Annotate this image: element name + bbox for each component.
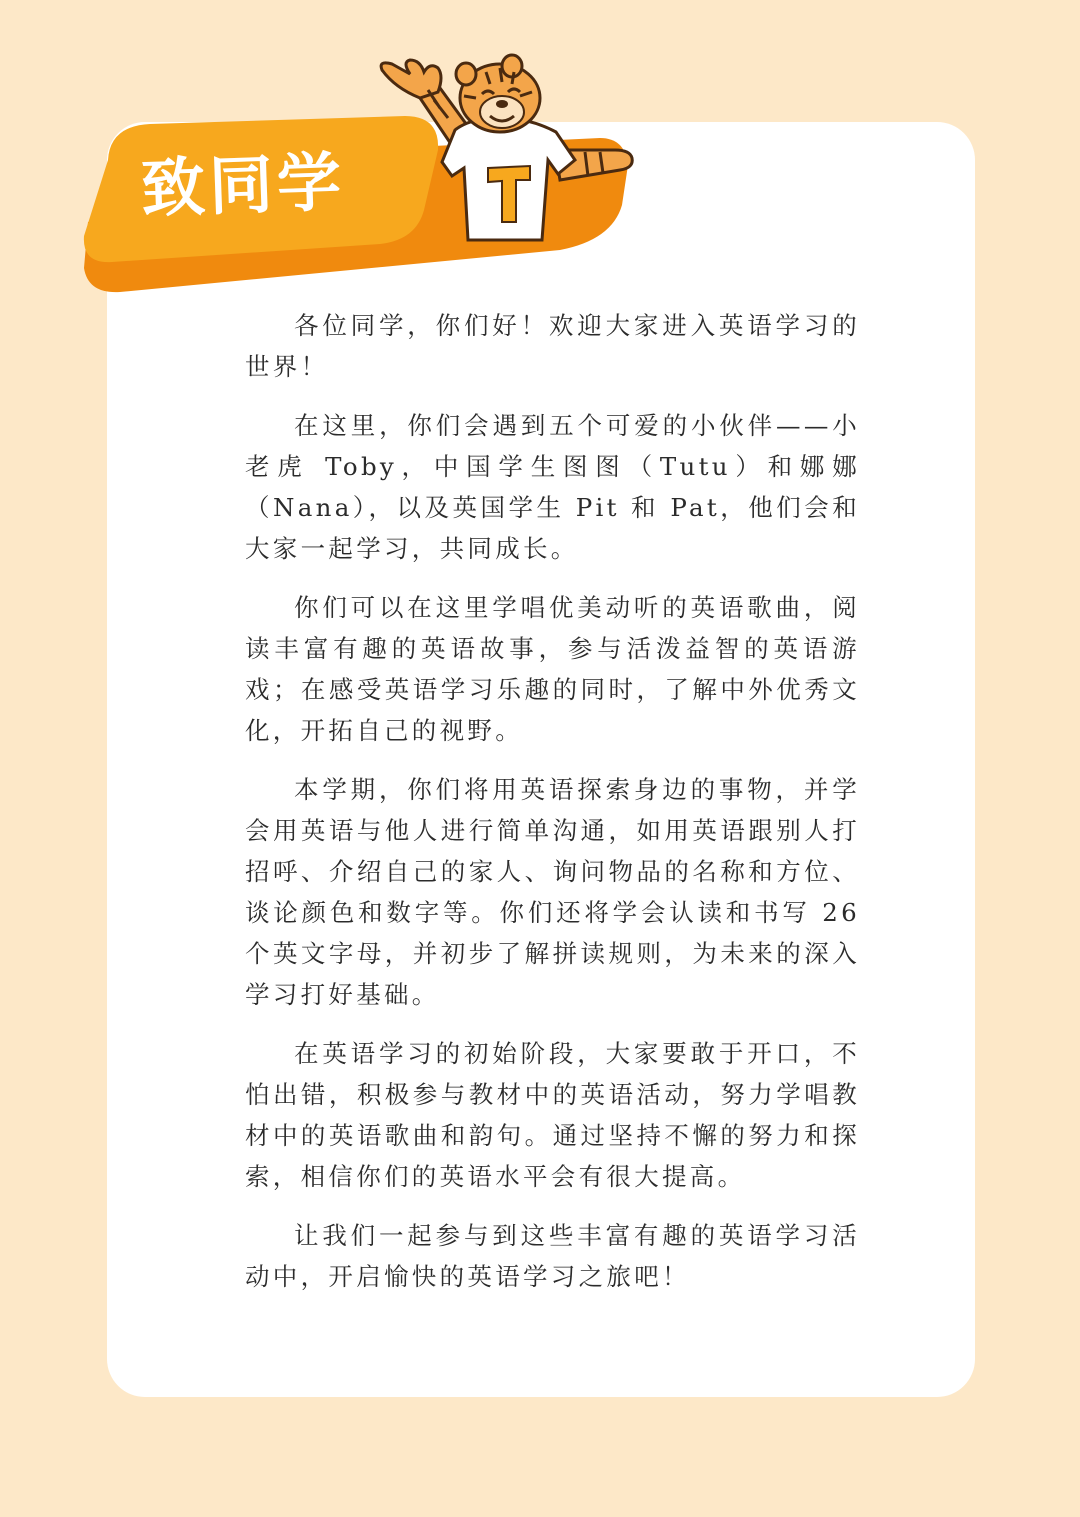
letter-paragraph: 在英语学习的初始阶段，大家要敢于开口，不怕出错，积极参与教材中的英语活动，努力学唱教材中的英语歌曲和韵句。通过坚持不懈的努力和探索，相信你们的英语水平会有很大提高。 [245, 1039, 860, 1191]
letter-paragraph: 各位同学，你们好！欢迎大家进入英语学习的世界！ [245, 311, 860, 381]
letter-paragraph: 在这里，你们会遇到五个可爱的小伙伴——小老虎 Toby，中国学生图图（Tutu）和娜娜（Nana），以及英国学生 Pit 和 Pat，他们会和大家一起学习，共同成长。 [245, 411, 860, 563]
letter-paragraph: 让我们一起参与到这些丰富有趣的英语学习活动中，开启愉快的英语学习之旅吧！ [245, 1221, 860, 1291]
page-title: 致同学 [139, 145, 347, 227]
letter-paragraph: 本学期，你们将用英语探索身边的事物，并学会用英语与他人进行简单沟通，如用英语跟别人打招呼、介绍自己的家人、询问物品的名称和方位、谈论颜色和数字等。你们还将学会认读和书写 26 个英文字母，并初步了解拼读规则，为未来的深入学习打好基础。 [245, 775, 860, 1009]
letter-body [245, 305, 860, 1315]
letter-paragraph: 你们可以在这里学唱优美动听的英语歌曲，阅读丰富有趣的英语故事，参与活泼益智的英语游戏；在感受英语学习乐趣的同时，了解中外优秀文化，开拓自己的视野。 [245, 593, 860, 745]
